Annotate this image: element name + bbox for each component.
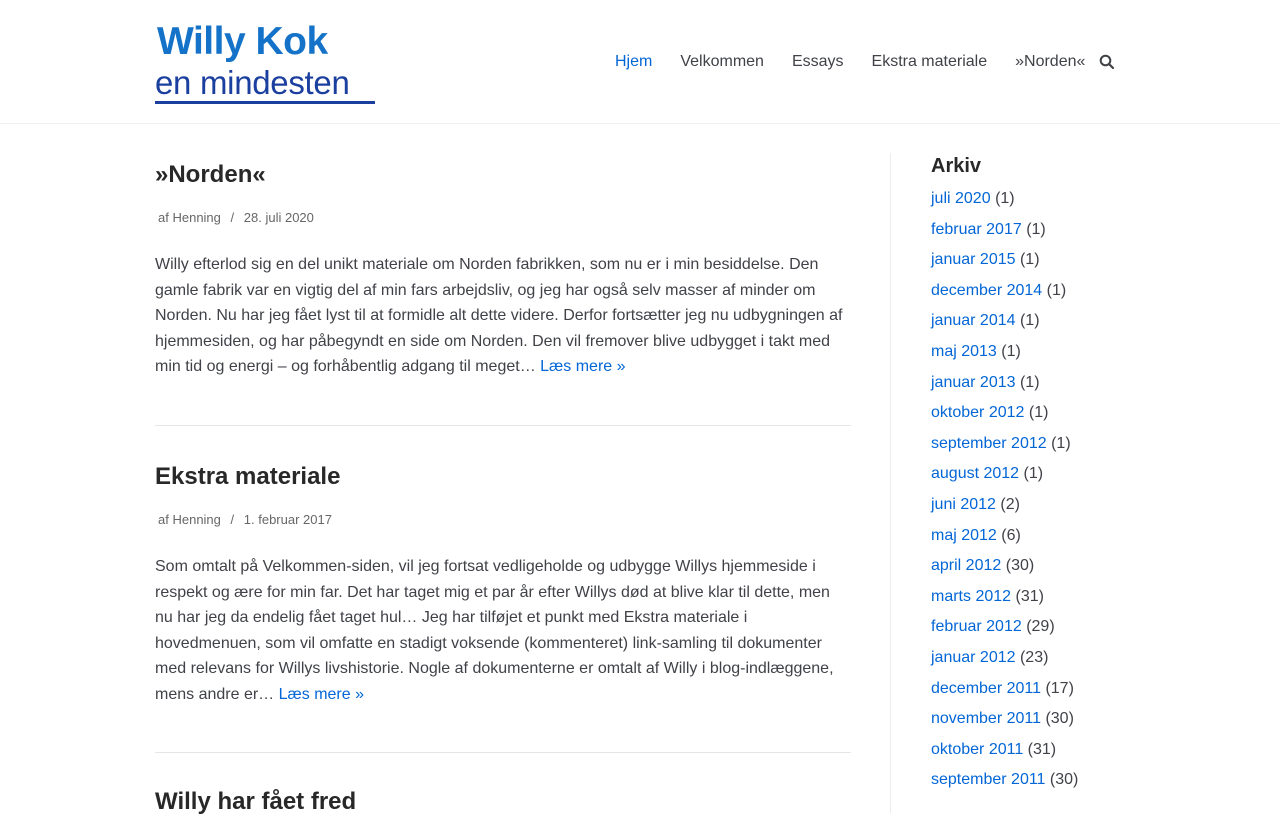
- archive-item: [931, 250, 1231, 281]
- archive-item: [931, 740, 1231, 771]
- logo-underline: [155, 101, 375, 104]
- logo-title: Willy Kok: [157, 20, 328, 63]
- post-title[interactable]: Willy har fået fred: [155, 788, 357, 815]
- archive-count: (30): [1045, 710, 1074, 728]
- archive-count: (30): [1049, 771, 1079, 789]
- post-meta: [155, 511, 851, 529]
- archive-count: (1): [1046, 281, 1067, 299]
- post-meta: [155, 209, 851, 227]
- archive-count: (31): [1027, 740, 1057, 758]
- archive-link[interactable]: marts 2012: [931, 587, 1012, 605]
- post-title[interactable]: Ekstra materiale: [155, 463, 341, 490]
- archive-link[interactable]: december 2011: [931, 679, 1041, 697]
- archive-item: [931, 220, 1231, 251]
- author-prefix: af: [158, 512, 169, 527]
- archive-item: [931, 311, 1231, 342]
- archive-link[interactable]: september 2011: [931, 771, 1046, 789]
- archive-item: [931, 709, 1231, 740]
- archive-link[interactable]: juli 2020: [931, 190, 991, 207]
- post-date: 28. juli 2020: [243, 210, 314, 225]
- archive-item: [931, 770, 1231, 801]
- archive-count: (23): [1019, 648, 1049, 666]
- archive-count: (1): [1026, 220, 1046, 238]
- archive-count: (1): [1019, 312, 1040, 330]
- post-excerpt: [155, 252, 851, 380]
- nav-item-velkommen[interactable]: Velkommen: [680, 53, 764, 70]
- archive-link[interactable]: august 2012: [931, 465, 1020, 483]
- author-prefix: af: [158, 210, 169, 225]
- nav-item-norden[interactable]: »Norden«: [1015, 53, 1086, 70]
- archive-count: (29): [1026, 618, 1055, 636]
- sidebar-divider: [890, 153, 891, 813]
- post-author[interactable]: Henning: [172, 210, 221, 225]
- archive-item: [931, 189, 1231, 220]
- archive-count: (1): [1023, 465, 1044, 483]
- archive-count: (1): [1051, 434, 1071, 452]
- archive-item: [931, 587, 1231, 618]
- post-excerpt: [155, 554, 851, 707]
- site-logo[interactable]: [155, 20, 377, 106]
- archive-count: (6): [1001, 526, 1021, 544]
- meta-separator: /: [230, 512, 235, 527]
- archive-link[interactable]: april 2012: [931, 557, 1002, 575]
- archive-list: [931, 189, 1231, 801]
- archive-link[interactable]: december 2014: [931, 281, 1043, 299]
- archive-link[interactable]: juni 2012: [931, 495, 996, 513]
- archive-link[interactable]: januar 2013: [931, 373, 1016, 391]
- archive-count: (1): [1019, 373, 1040, 391]
- post-card: [155, 753, 851, 817]
- archive-item: [931, 464, 1231, 495]
- post-title[interactable]: »Norden«: [155, 161, 266, 188]
- archive-link[interactable]: oktober 2011: [931, 740, 1024, 758]
- archive-item: [931, 342, 1231, 373]
- archive-link[interactable]: januar 2014: [931, 312, 1016, 330]
- archive-count: (1): [1019, 251, 1040, 269]
- post-excerpt-text: Willy efterlod sig en del unikt materiale om Norden fabrikken, som nu er i min besiddelse. Den gamle fabrik var en vigtig del af min fars arbejdsliv, og jeg har også selv masser af minder om Norden. Nu har jeg fået lyst til at formidle alt dette videre. Derfor fortsætter jeg nu udbygningen af hjemmesiden, og har påbegyndt en side om Norden. Den vil fremover blive udbygget i takt med min tid og energi – og forhåbentlig adgang til meget…: [155, 256, 843, 375]
- sidebar: [931, 153, 1231, 801]
- archive-link[interactable]: maj 2012: [931, 526, 997, 544]
- primary-nav: [615, 52, 1085, 72]
- archive-widget-title: Arkiv: [931, 155, 982, 177]
- archive-link[interactable]: september 2012: [931, 434, 1047, 452]
- archive-link[interactable]: oktober 2012: [931, 404, 1025, 422]
- archive-count: (1): [995, 190, 1015, 207]
- archive-count: (30): [1005, 557, 1035, 575]
- archive-item: [931, 403, 1231, 434]
- archive-item: [931, 434, 1231, 465]
- meta-separator: /: [230, 210, 235, 225]
- archive-item: [931, 648, 1231, 679]
- search-icon[interactable]: [1099, 54, 1115, 70]
- post-excerpt-text: Som omtalt på Velkommen-siden, vil jeg fortsat vedligeholde og udbygge Willys hjemmeside i respekt og ære for min far. Det har taget mig et par år efter Willys død at blive klar til dette, men nu har jeg da endelig fået taget hul… Jeg har tilføjet et punkt med Ekstra materiale i hovedmenuen, som vil omfatte en stadigt voksende (kommenteret) link-samling til dokumenter med relevans for Willys livshistorie. Nogle af dokumenterne er omtalt af Willy i blog-indlæggene, mens andre er…: [155, 558, 834, 703]
- read-more-link[interactable]: Læs mere »: [278, 685, 364, 703]
- archive-item: [931, 373, 1231, 404]
- archive-count: (2): [1000, 495, 1020, 513]
- nav-item-hjem[interactable]: Hjem: [615, 53, 653, 70]
- post-card: [155, 426, 851, 753]
- post-card: [155, 124, 851, 426]
- archive-item: [931, 679, 1231, 710]
- archive-link[interactable]: februar 2017: [931, 220, 1022, 238]
- archive-link[interactable]: januar 2012: [931, 648, 1016, 666]
- archive-link[interactable]: maj 2013: [931, 342, 997, 360]
- archive-item: [931, 495, 1231, 526]
- logo-subtitle: en mindesten: [155, 64, 350, 101]
- site-header: [0, 0, 1280, 124]
- archive-count: (1): [1028, 404, 1049, 422]
- nav-item-essays[interactable]: Essays: [791, 53, 844, 70]
- post-list: [155, 124, 851, 817]
- archive-link[interactable]: januar 2015: [931, 251, 1016, 269]
- archive-count: (31): [1015, 587, 1044, 605]
- archive-link[interactable]: februar 2012: [931, 618, 1022, 636]
- archive-item: [931, 526, 1231, 557]
- archive-count: (17): [1045, 679, 1074, 697]
- post-date: 1. februar 2017: [243, 512, 332, 527]
- archive-item: [931, 281, 1231, 312]
- archive-item: [931, 617, 1231, 648]
- archive-count: (1): [1001, 342, 1021, 360]
- archive-item: [931, 556, 1231, 587]
- read-more-link[interactable]: Læs mere »: [540, 358, 626, 375]
- nav-item-ekstra-materiale[interactable]: Ekstra materiale: [871, 53, 988, 70]
- archive-link[interactable]: november 2011: [931, 710, 1041, 728]
- post-author[interactable]: Henning: [172, 512, 221, 527]
